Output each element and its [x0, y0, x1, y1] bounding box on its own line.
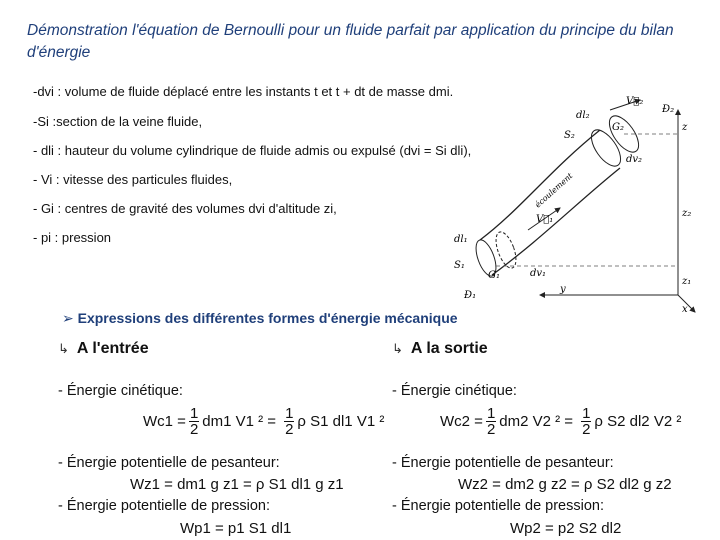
- definition-vi: - Vi : vitesse des particules fluides,: [33, 172, 233, 187]
- arrow-bullet-icon: ➢: [62, 310, 74, 326]
- label-dl1: dl₁: [454, 234, 468, 245]
- label-v2: V⃗₂: [626, 96, 644, 107]
- label-s1: S₁: [454, 260, 465, 271]
- label-g2: G₂: [612, 122, 624, 133]
- label-g1: G₁: [488, 270, 500, 281]
- outlet-pressure-equation: Wp2 = p2 S2 dl2: [510, 520, 622, 537]
- label-z2: z₂: [682, 208, 692, 219]
- inlet-potential-equation: Wz1 = dm1 g z1 = ρ S1 dl1 g z1: [130, 476, 344, 493]
- definition-si: -Si :section de la veine fluide,: [33, 114, 203, 129]
- definition-dvi: -dvi : volume de fluide déplacé entre les instants t et t + dt de masse dmi.: [33, 84, 454, 99]
- label-y: y: [560, 284, 566, 295]
- label-dl2: dl₂: [576, 110, 590, 121]
- section-heading-text: Expressions des différentes formes d'énergie mécanique: [77, 310, 458, 326]
- inlet-kinetic-equation: Wc1 = $\frac{1}{2}$ dm1 V1 ² = $\frac{1}{2}$ ρ S1 dl1 V1 ²: [143, 405, 385, 438]
- label-v1: V⃗₁: [536, 214, 554, 225]
- inlet-kinetic-label: - Énergie cinétique:: [58, 383, 183, 399]
- fraction-half: $\frac{1}{2}$: [582, 405, 591, 438]
- label-s2: S₂: [564, 130, 575, 141]
- label-dv1: dv₁: [530, 268, 547, 279]
- hook-arrow-icon: ↳: [392, 341, 403, 356]
- fraction-half: $\frac{1}{2}$: [189, 405, 199, 438]
- label-dv2: dv₂: [626, 154, 643, 165]
- outlet-kinetic-label: - Énergie cinétique:: [392, 383, 517, 399]
- inlet-potential-label: - Énergie potentielle de pesanteur:: [58, 455, 280, 471]
- outlet-potential-label: - Énergie potentielle de pesanteur:: [392, 455, 614, 471]
- streamtube-figure: [440, 90, 702, 318]
- inlet-pressure-equation: Wp1 = p1 S1 dl1: [180, 520, 292, 537]
- outlet-heading: ↳ A la sortie: [392, 340, 488, 357]
- fraction-half: $\frac{1}{2}$: [486, 405, 496, 438]
- outlet-potential-equation: Wz2 = dm2 g z2 = ρ S2 dl2 g z2: [458, 476, 672, 493]
- outlet-pressure-label: - Énergie potentielle de pression:: [392, 498, 604, 514]
- inlet-heading: ↳ A l'entrée: [58, 340, 149, 357]
- label-ecoulement: écoulement: [533, 171, 575, 210]
- hook-arrow-icon: ↳: [58, 341, 69, 356]
- label-d1: Đ₁: [464, 290, 477, 301]
- definition-pi: - pi : pression: [33, 230, 112, 245]
- label-z1: z₁: [682, 276, 692, 287]
- slide-title: Démonstration l'équation de Bernoulli pour un fluide parfait par application du principe du bilan d'énergie: [27, 22, 674, 61]
- label-x: x: [682, 304, 688, 315]
- label-d2: Đ₂: [662, 104, 675, 115]
- fraction-half: $\frac{1}{2}$: [285, 405, 294, 438]
- section-heading: [62, 310, 458, 327]
- definition-dli: - dli : hauteur du volume cylindrique de fluide admis ou expulsé (dvi = Si dli),: [33, 143, 472, 158]
- definition-gi: - Gi : centres de gravité des volumes dvi d'altitude zi,: [33, 201, 337, 216]
- outlet-kinetic-equation: Wc2 = $\frac{1}{2}$ dm2 V2 ² = $\frac{1}{2}$ ρ S2 dl2 V2 ²: [440, 405, 682, 438]
- inlet-pressure-label: - Énergie potentielle de pression:: [58, 498, 270, 514]
- label-z: z: [682, 122, 688, 133]
